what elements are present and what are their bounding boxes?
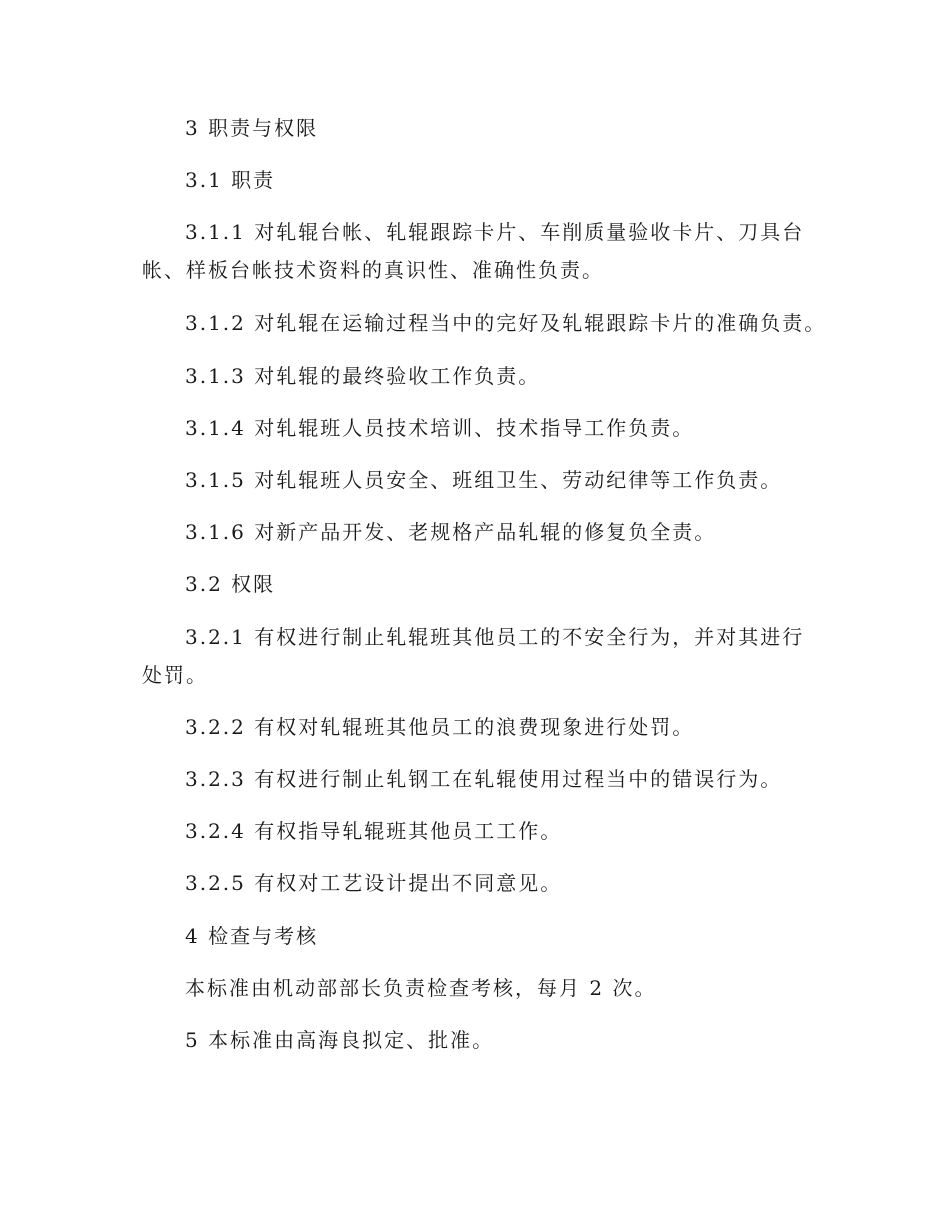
clause-3-2-2: 3.2.2 有权对轧辊班其他员工的浪费现象进行处罚。 xyxy=(185,715,695,739)
inspection-frequency-text: 本标准由机动部部长负责检查考核，每月 2 次。 xyxy=(185,976,657,1000)
clause-3-1-5: 3.1.5 对轧辊班人员安全、班组卫生、劳动纪律等工作负责。 xyxy=(185,468,783,492)
section-heading-4: 4 检查与考核 xyxy=(185,924,319,948)
subsection-heading-3-2: 3.2 权限 xyxy=(185,572,276,596)
clause-3-2-4: 3.2.4 有权指导轧辊班其他员工工作。 xyxy=(185,819,563,843)
clause-3-1-2: 3.1.2 对轧辊在运输过程当中的完好及轧辊跟踪卡片的准确负责。 xyxy=(185,311,827,335)
clause-3-2-3: 3.2.3 有权进行制止轧钢工在轧辊使用过程当中的错误行为。 xyxy=(185,767,783,791)
subsection-heading-3-1: 3.1 职责 xyxy=(185,168,276,192)
clause-3-1-4: 3.1.4 对轧辊班人员技术培训、技术指导工作负责。 xyxy=(185,416,695,440)
clause-3-2-5: 3.2.5 有权对工艺设计提出不同意见。 xyxy=(185,871,563,895)
clause-3-2-1: 3.2.1 有权进行制止轧辊班其他员工的不安全行为，并对其进行处罚。 xyxy=(142,625,805,687)
section-heading-3: 3 职责与权限 xyxy=(185,116,319,140)
section-5-approval: 5 本标准由高海良拟定、批准。 xyxy=(185,1028,495,1052)
clause-3-1-6: 3.1.6 对新产品开发、老规格产品轧辊的修复负全责。 xyxy=(185,520,717,544)
clause-3-1-1: 3.1.1 对轧辊台帐、轧辊跟踪卡片、车削质量验收卡片、刀具台帐、样板台帐技术资料的真识性、准确性负责。 xyxy=(142,220,805,282)
clause-3-1-3: 3.1.3 对轧辊的最终验收工作负责。 xyxy=(185,364,541,388)
